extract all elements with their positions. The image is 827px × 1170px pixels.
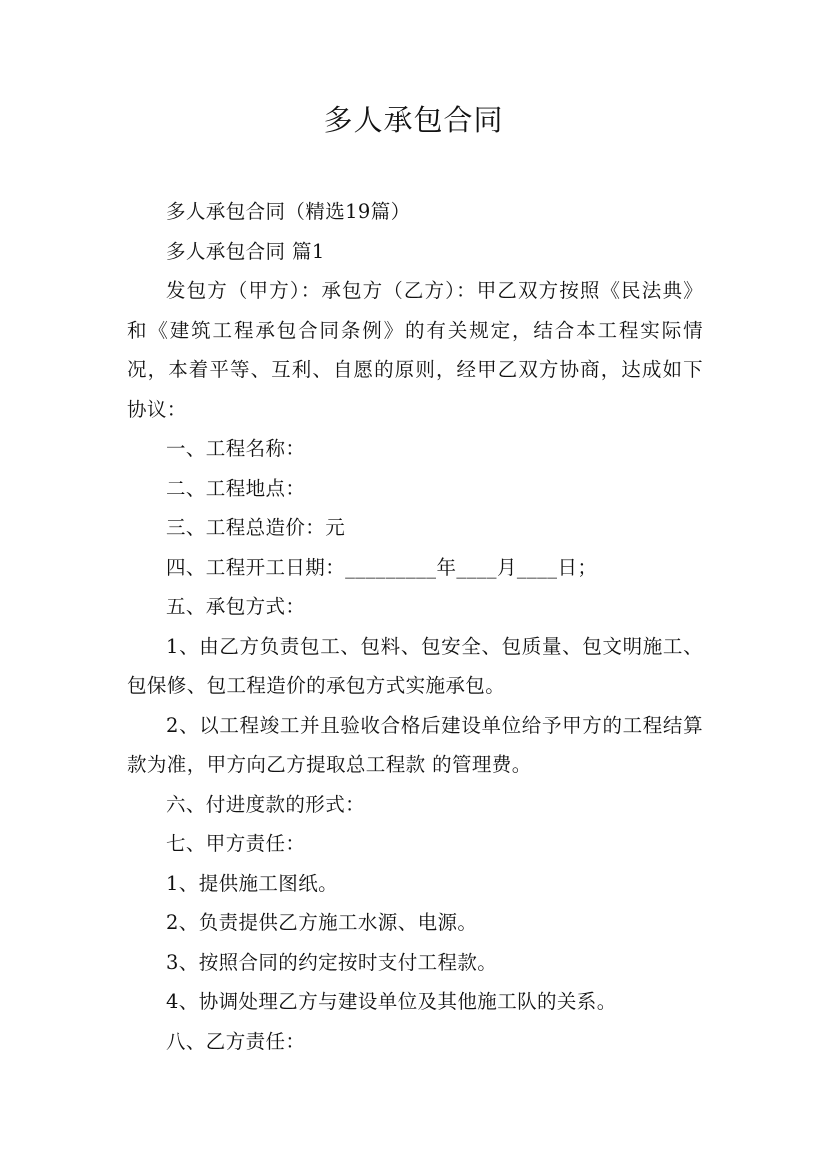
clause-contract-method: 五、承包方式： — [166, 595, 306, 618]
clause-project-name: 一、工程名称： — [166, 437, 306, 460]
list-item: 2、负责提供乙方施工水源、电源。 — [166, 911, 478, 934]
intro-paragraph: 发包方（甲方）：承包方（乙方）：甲乙双方按照《民法典》和《建筑工程承包合同条例》的有关规定，结合本工程实际情况，本着平等、互利、自愿的原则，经甲乙双方协商，达成如下协议： — [127, 279, 703, 421]
clause-party-b-duties: 八、乙方责任： — [166, 1029, 306, 1053]
document-title: 多人承包合同 — [323, 103, 504, 137]
section-heading: 多人承包合同 篇1 — [166, 239, 325, 263]
list-item: 1、提供施工图纸。 — [166, 871, 339, 895]
clause-start-date: 四、工程开工日期：_________年____月____日； — [166, 555, 598, 579]
list-item: 2、以工程竣工并且验收合格后建设单位给予甲方的工程结算款为准，甲方向乙方提取总工程款 的管理费。 — [127, 713, 703, 776]
document-body — [127, 192, 703, 1061]
clause-party-a-duties: 七、甲方责任： — [166, 832, 306, 855]
clause-payment-form: 六、付进度款的形式： — [166, 792, 366, 816]
list-item: 4、协调处理乙方与建设单位及其他施工队的关系。 — [166, 990, 617, 1013]
clause-project-location: 二、工程地点： — [166, 476, 306, 500]
subtitle-paragraph: 多人承包合同（精选19篇） — [166, 200, 411, 223]
list-item: 3、按照合同的约定按时支付工程款。 — [166, 950, 498, 974]
clause-total-cost: 三、工程总造价：元 — [166, 516, 346, 539]
list-item: 1、由乙方负责包工、包料、包安全、包质量、包文明施工、包保修、包工程造价的承包方式实施承包。 — [127, 634, 703, 697]
